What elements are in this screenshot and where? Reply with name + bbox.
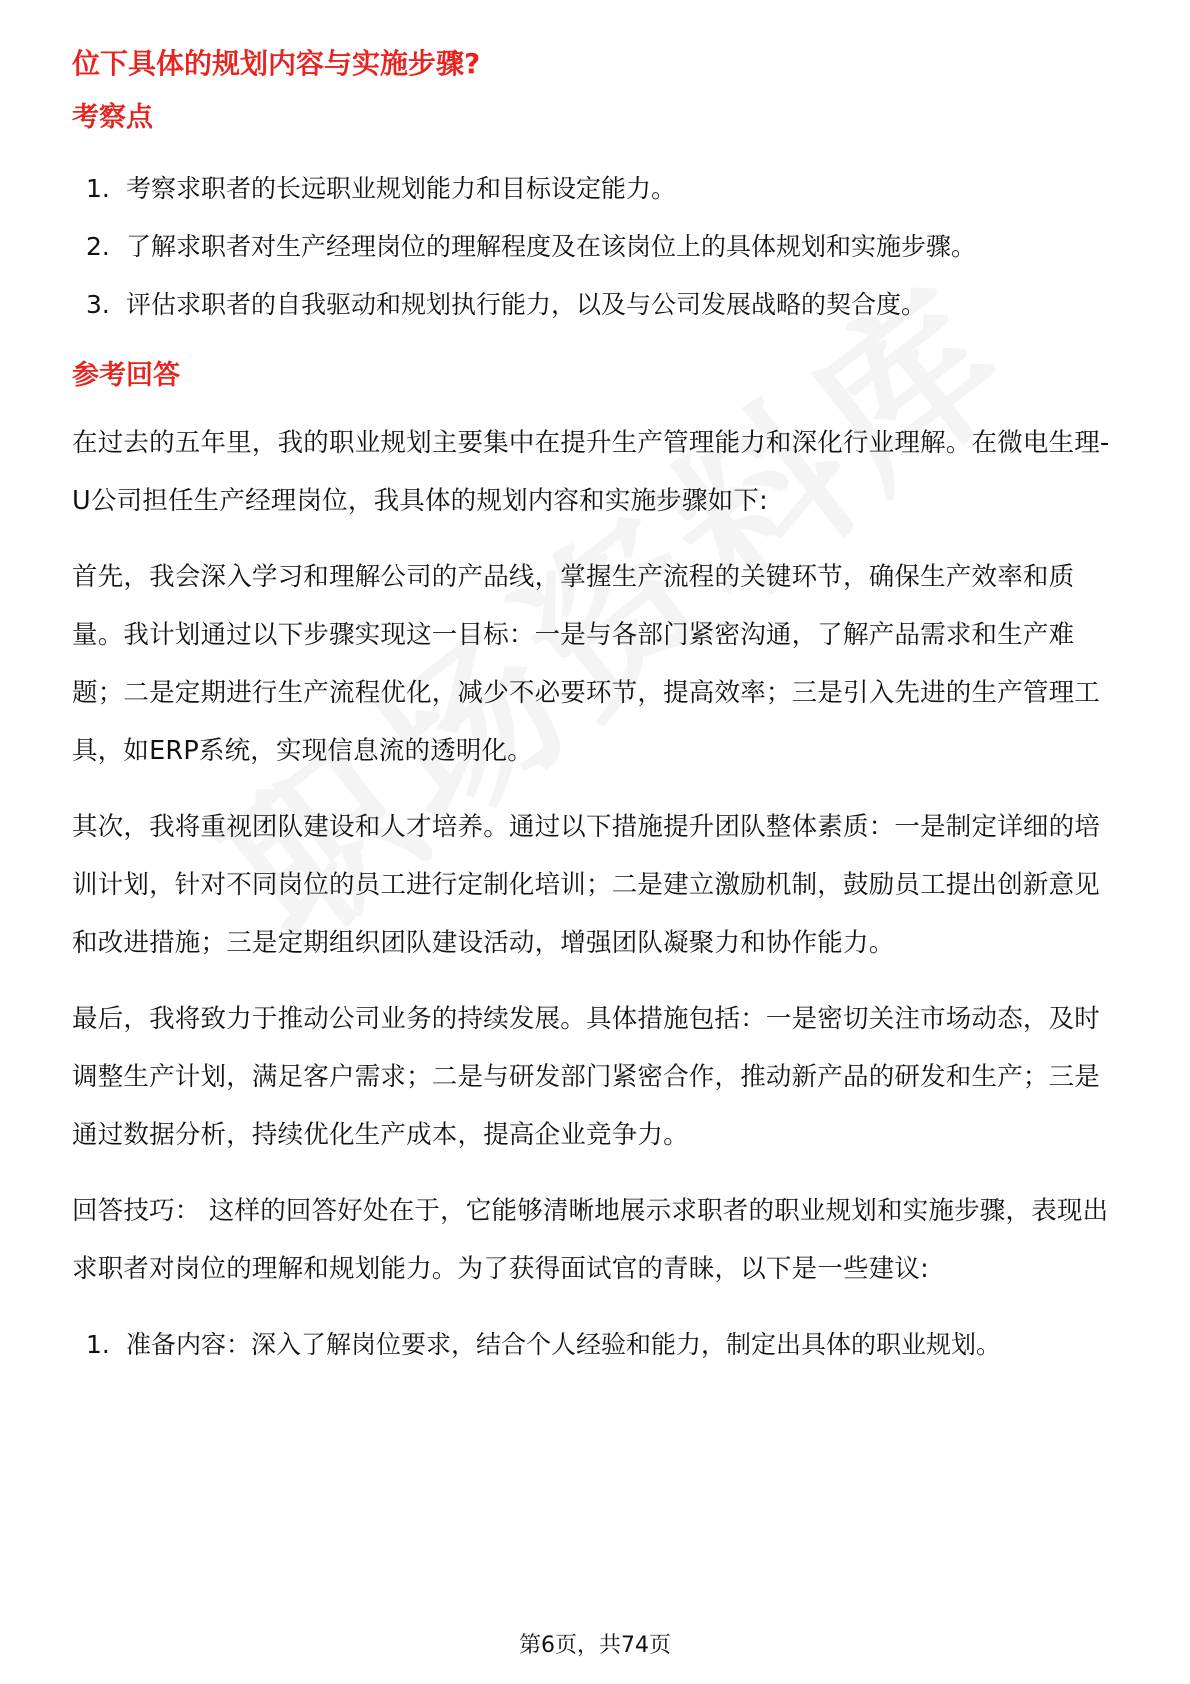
list-item (72, 218, 1122, 276)
answer-tips-paragraph: 回答技巧： 这样的回答好处在于，它能够清晰地展示求职者的职业规划和实施步骤，表现出求职者对岗位的理解和规划能力。为了获得面试官的青睐，以下是一些建议: (72, 1196, 1109, 1284)
section-exam-points-title: 考察点 (72, 102, 153, 133)
list-item (72, 1316, 1122, 1374)
answer-paragraph: 最后，我将致力于推动公司业务的持续发展。具体措施包括：一是密切关注市场动态，及时调整生产计划，满足客户需求；二是与研发部门紧密合作，推动新产品的研发和生产；三是通过数据分析，持续优化生产成本，提高企业竞争力。 (72, 1004, 1101, 1150)
list-item (72, 276, 1122, 334)
list-item-text: 评估求职者的自我驱动和规划执行能力，以及与公司发展战略的契合度。 (126, 290, 927, 319)
tips-list (72, 1316, 1122, 1374)
list-item-number: 3. (86, 290, 110, 319)
question-title: 位下具体的规划内容与实施步骤? (72, 47, 481, 80)
list-item-number: 1. (86, 1330, 110, 1359)
exam-points-list (72, 160, 1122, 334)
page-number-footer: 第6页，共74页 (519, 1633, 671, 1658)
content (72, 44, 1122, 1374)
list-item (72, 160, 1122, 218)
section-answer-title: 参考回答 (72, 360, 180, 391)
answer-paragraph: 在过去的五年里，我的职业规划主要集中在提升生产管理能力和深化行业理解。在微电生理-U公司担任生产经理岗位，我具体的规划内容和实施步骤如下: (72, 428, 1110, 516)
list-item-number: 2. (86, 232, 110, 261)
list-item-text: 考察求职者的长远职业规划能力和目标设定能力。 (126, 174, 677, 203)
list-item-text: 了解求职者对生产经理岗位的理解程度及在该岗位上的具体规划和实施步骤。 (126, 232, 977, 261)
answer-paragraph: 首先，我会深入学习和理解公司的产品线，掌握生产流程的关键环节，确保生产效率和质量。我计划通过以下步骤实现这一目标：一是与各部门紧密沟通，了解产品需求和生产难题；二是定期进行生产流程优化，减少不必要环节，提高效率；三是引入先进的生产管理工具，如ERP系统，实现信息流的透明化。 (72, 562, 1101, 766)
answer-paragraph: 其次，我将重视团队建设和人才培养。通过以下措施提升团队整体素质：一是制定详细的培训计划，针对不同岗位的员工进行定制化培训；二是建立激励机制，鼓励员工提出创新意见和改进措施；三是定期组织团队建设活动，增强团队凝聚力和协作能力。 (72, 812, 1101, 958)
list-item-text: 准备内容：深入了解岗位要求，结合个人经验和能力，制定出具体的职业规划。 (126, 1330, 1002, 1359)
list-item-number: 1. (86, 174, 110, 203)
